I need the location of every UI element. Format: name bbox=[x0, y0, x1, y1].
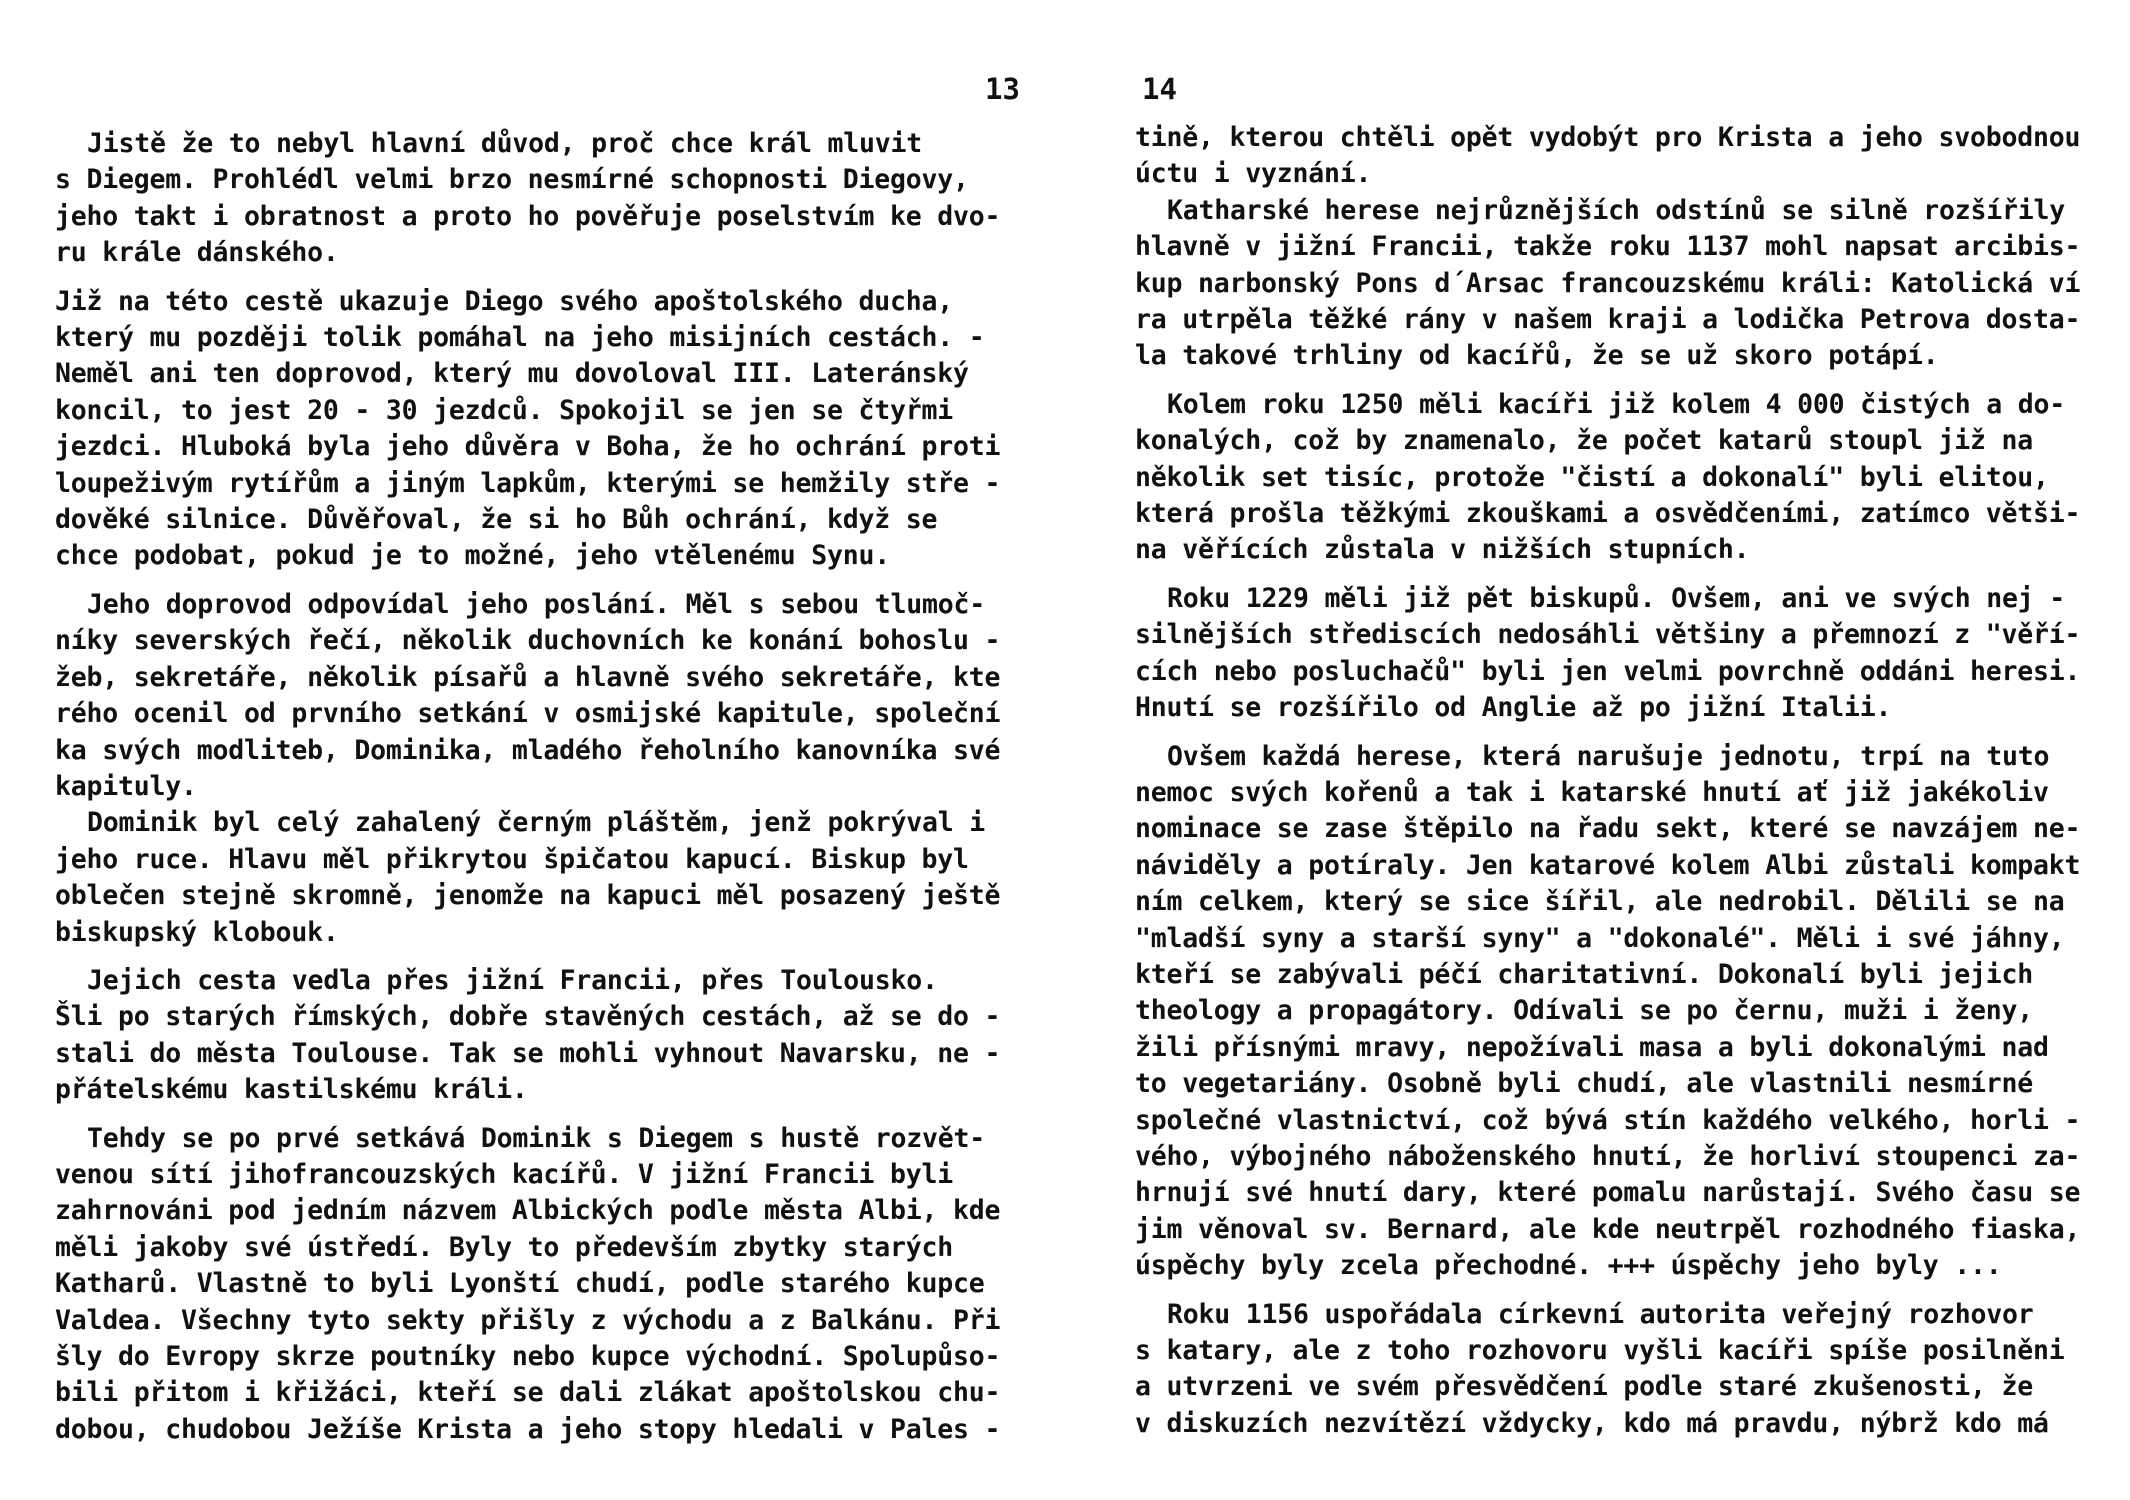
text-line: Hnutí se rozšířilo od Anglie až po jižní Italii. bbox=[1135, 692, 1892, 724]
text-line: rého ocenil od prvního setkání v osmijské kapitule, společní bbox=[55, 698, 1001, 730]
paragraph-gap bbox=[55, 272, 1035, 284]
text-line: kteří se zabývali péčí charitativní. Dokonalí byli jejich bbox=[1135, 958, 2033, 990]
text-line: ru krále dánského. bbox=[55, 237, 339, 269]
text-line: a utvrzeni ve svém přesvědčení podle staré zkušenosti, že bbox=[1135, 1371, 2033, 1403]
paragraph bbox=[55, 963, 1035, 1109]
text-line: tině, kterou chtěli opět vydobýt pro Krista a jeho svobodnou bbox=[1135, 122, 2081, 153]
text-line: Již na této cestě ukazuje Diego svého apoštolského ducha, bbox=[55, 285, 953, 317]
page-number: 13 bbox=[985, 72, 1020, 106]
paragraph bbox=[1135, 193, 2115, 375]
text-line: Dominik byl celý zahalený černým pláštěm, jenž pokrýval i bbox=[87, 807, 985, 839]
text-line: Valdea. Všechny tyto sekty přišly z východu a z Balkánu. Při bbox=[55, 1304, 1001, 1336]
text-line: jeho ruce. Hlavu měl přikrytou špičatou kapucí. Biskup byl bbox=[55, 843, 969, 875]
page-text bbox=[55, 126, 1035, 1448]
paragraph-gap bbox=[1135, 727, 2115, 739]
text-line: ka svých modliteb, Dominika, mladého řeholního kanovníka své bbox=[55, 734, 1001, 766]
text-line: Roku 1156 uspořádala církevní autorita veřejný rozhovor bbox=[1167, 1298, 2034, 1330]
text-line: bili přitom i křižáci, kteří se dali zlákat apoštolskou chu- bbox=[55, 1377, 1001, 1409]
paragraph bbox=[1135, 120, 2115, 193]
text-line: Ovšem každá herese, která narušuje jednotu, trpí na tuto bbox=[1167, 740, 2050, 772]
text-line: Jistě že to nebyl hlavní důvod, proč chce král mluvit bbox=[87, 128, 922, 159]
paragraph-gap bbox=[55, 1109, 1035, 1121]
text-line: chce podobat, pokud je to možné, jeho vtělenému Synu. bbox=[55, 540, 890, 572]
paragraph bbox=[1135, 1297, 2115, 1443]
right-page bbox=[1135, 0, 2105, 1500]
text-line: Šli po starých římských, dobře stavěných cestách, až se do - bbox=[55, 1001, 1001, 1033]
text-line: na věřících zůstala v nižších stupních. bbox=[1135, 534, 1750, 566]
text-line: společné vlastnictví, což bývá stín každého velkého, horli - bbox=[1135, 1104, 2081, 1136]
text-line: biskupský klobouk. bbox=[55, 916, 339, 948]
text-line: loupeživým rytířům a jiným lapkům, kterými se hemžily stře - bbox=[55, 467, 1001, 499]
text-line: ra utrpěla těžké rány v našem kraji a lodička Petrova dosta- bbox=[1135, 304, 2081, 336]
text-line: Katharů. Vlastně to byli Lyonští chudí, podle starého kupce bbox=[55, 1268, 985, 1300]
text-line: nemoc svých kořenů a tak i katarské hnutí ať již jakékoliv bbox=[1135, 776, 2049, 808]
text-line: zahrnováni pod jedním názvem Albických podle města Albi, kde bbox=[55, 1195, 1001, 1227]
text-line: dobou, chudobou Ježíše Krista a jeho stopy hledali v Pales - bbox=[55, 1413, 1001, 1445]
text-line: konalých, což by znamenalo, že počet katarů stoupl již na bbox=[1135, 425, 2033, 457]
text-line: cích nebo posluchačů" byli jen velmi povrchně oddáni heresi. bbox=[1135, 655, 2081, 687]
paragraph-gap bbox=[1135, 375, 2115, 387]
text-line: to vegetariány. Osobně byli chudí, ale vlastnili nesmírné bbox=[1135, 1068, 2033, 1100]
text-line: náviděly a potíraly. Jen katarové kolem Albi zůstali kompakt bbox=[1135, 849, 2081, 881]
text-line: která prošla těžkými zkouškami a osvědčeními, zatímco větši- bbox=[1135, 498, 2081, 530]
text-line: Kolem roku 1250 měli kacíři již kolem 4 000 čistých a do- bbox=[1167, 388, 2065, 420]
text-line: Roku 1229 měli již pět biskupů. Ovšem, ani ve svých nej - bbox=[1167, 582, 2065, 614]
text-line: jim věnoval sv. Bernard, ale kde neutrpěl rozhodného fiaska, bbox=[1135, 1213, 2081, 1245]
text-line: stali do města Toulouse. Tak se mohli vyhnout Navarsku, ne - bbox=[55, 1037, 1001, 1069]
text-line: hrnují své hnutí dary, které pomalu narůstají. Svého času se bbox=[1135, 1177, 2081, 1209]
text-line: níky severských řečí, několik duchovních ke konání bohoslu - bbox=[55, 625, 1001, 657]
text-line: úctu i vyznání. bbox=[1135, 158, 1372, 190]
paragraph bbox=[55, 1121, 1035, 1449]
paragraph bbox=[1135, 739, 2115, 1285]
text-line: dověké silnice. Důvěřoval, že si ho Bůh ochrání, když se bbox=[55, 504, 938, 536]
text-line: měli jakoby své ústředí. Byly to především zbytky starých bbox=[55, 1231, 953, 1263]
text-line: ním celkem, který se sice šířil, ale nedrobil. Dělili se na bbox=[1135, 886, 2065, 918]
text-line: venou sítí jihofrancouzských kacířů. V jižní Francii byli bbox=[55, 1158, 953, 1190]
paragraph-gap bbox=[1135, 1285, 2115, 1297]
text-line: žili přísnými mravy, nepožívali masa a byli dokonalými nad bbox=[1135, 1031, 2049, 1063]
page-number: 14 bbox=[1142, 72, 1177, 106]
text-line: silnějších střediscích nedosáhli většiny a přemnozí z "věří- bbox=[1135, 619, 2081, 651]
paragraph bbox=[55, 284, 1035, 575]
paragraph bbox=[55, 805, 1035, 951]
text-line: s Diegem. Prohlédl velmi brzo nesmírné schopnosti Diegovy, bbox=[55, 164, 969, 196]
text-line: v diskuzích nezvítězí vždycky, kdo má pravdu, nýbrž kdo má bbox=[1135, 1407, 2049, 1439]
text-line: Jeho doprovod odpovídal jeho poslání. Měl s sebou tlumoč- bbox=[87, 588, 985, 620]
paragraph bbox=[1135, 581, 2115, 727]
text-line: theology a propagátory. Odívali se po černu, muži i ženy, bbox=[1135, 995, 2033, 1027]
paragraph-gap bbox=[1135, 569, 2115, 581]
paragraph-gap bbox=[55, 575, 1035, 587]
text-line: Jejich cesta vedla přes jižní Francii, přes Toulousko. bbox=[87, 964, 938, 996]
text-line: "mladší syny a starší syny" a "dokonalé". Měli i své jáhny, bbox=[1135, 922, 2065, 954]
page-text bbox=[1135, 120, 2115, 1442]
paragraph-gap bbox=[55, 951, 1035, 963]
text-line: Katharské herese nejrůznějších odstínů se silně rozšířily bbox=[1167, 194, 2065, 226]
text-line: Tehdy se po prvé setkává Dominik s Diegem s hustě rozvět- bbox=[87, 1122, 985, 1154]
text-line: la takové trhliny od kacířů, že se už skoro potápí. bbox=[1135, 340, 1939, 372]
paragraph bbox=[55, 126, 1035, 272]
text-line: kup narbonský Pons d´Arsac francouzskému králi: Katolická ví bbox=[1135, 267, 2081, 299]
text-line: úspěchy byly zcela přechodné. +++ úspěchy jeho byly ... bbox=[1135, 1250, 2002, 1282]
text-line: Neměl ani ten doprovod, který mu dovoloval III. Lateránský bbox=[55, 358, 969, 390]
left-page bbox=[55, 0, 1025, 1500]
paragraph bbox=[1135, 387, 2115, 569]
text-line: jezdci. Hluboká byla jeho důvěra v Boha, že ho ochrání proti bbox=[55, 431, 1001, 463]
text-line: nominace se zase štěpilo na řadu sekt, které se navzájem ne- bbox=[1135, 813, 2081, 845]
text-line: žeb, sekretáře, několik písařů a hlavně svého sekretáře, kte bbox=[55, 661, 1001, 693]
text-line: který mu později tolik pomáhal na jeho misijních cestách. - bbox=[55, 322, 985, 354]
text-line: koncil, to jest 20 - 30 jezdců. Spokojil se jen se čtyřmi bbox=[55, 394, 953, 426]
text-line: vého, výbojného náboženského hnutí, že horliví stoupenci za- bbox=[1135, 1140, 2081, 1172]
text-line: jeho takt i obratnost a proto ho pověřuje poselstvím ke dvo- bbox=[55, 200, 1001, 232]
text-line: s katary, ale z toho rozhovoru vyšli kacíři spíše posilněni bbox=[1135, 1335, 2065, 1366]
text-line: kapituly. bbox=[55, 770, 197, 802]
text-line: šly do Evropy skrze poutníky nebo kupce východní. Spolupůso- bbox=[55, 1341, 1001, 1372]
text-line: přátelskému kastilskému králi. bbox=[55, 1074, 528, 1106]
text-line: několik set tisíc, protože "čistí a dokonalí" byli elitou, bbox=[1135, 461, 2049, 493]
paragraph bbox=[55, 587, 1035, 805]
text-line: hlavně v jižní Francii, takže roku 1137 mohl napsat arcibis- bbox=[1135, 231, 2081, 263]
text-line: oblečen stejně skromně, jenomže na kapuci měl posazený ještě bbox=[55, 880, 1001, 912]
